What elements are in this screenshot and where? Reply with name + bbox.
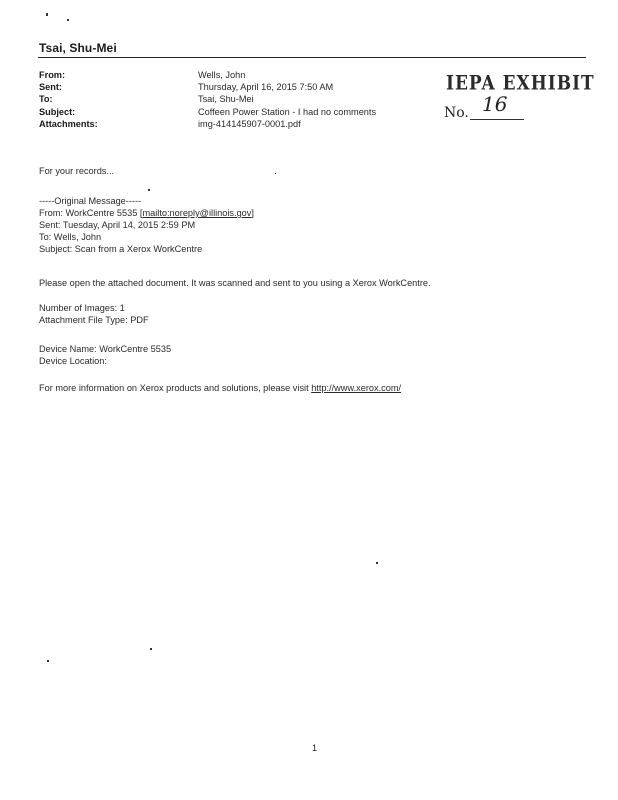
header-value: Coffeen Power Station - I had no comments <box>198 106 377 117</box>
more-info-line <box>39 382 579 394</box>
header-row-from <box>39 69 439 81</box>
scan-details <box>39 302 579 326</box>
scan-speck <box>148 189 150 191</box>
header-label: From: <box>39 70 66 80</box>
original-from-prefix: From: WorkCentre 5535 [ <box>39 208 143 219</box>
scan-speck <box>67 19 69 21</box>
header-label: To: <box>39 94 53 105</box>
header-row-attachments <box>39 118 439 130</box>
email-body <box>39 165 579 177</box>
header-row-to <box>39 93 439 105</box>
header-divider <box>38 57 586 58</box>
header-label: Subject: <box>39 106 76 117</box>
page-number: 1 <box>312 743 318 753</box>
device-details <box>39 343 579 367</box>
exhibit-title: IEPA EXHIBIT <box>446 72 595 95</box>
original-to-line: To: Wells, John <box>39 232 102 243</box>
scan-speck <box>46 13 48 16</box>
device-name: Device Name: WorkCentre 5535 <box>39 344 172 354</box>
scan-message <box>39 277 579 289</box>
original-from-email-link[interactable]: mailto:noreply@illinois.gov <box>142 208 252 219</box>
scan-speck <box>376 562 378 564</box>
attachment-file-type: Attachment File Type: PDF <box>39 315 149 326</box>
header-label: Sent: <box>39 82 62 93</box>
header-label: Attachments: <box>39 118 98 129</box>
original-sent-line: Sent: Tuesday, April 14, 2015 2:59 PM <box>39 220 196 231</box>
exhibit-number-line <box>470 119 524 120</box>
original-subject-line: Subject: Scan from a Xerox WorkCentre <box>39 244 203 255</box>
header-value: Thursday, April 16, 2015 7:50 AM <box>198 82 334 93</box>
scan-message-line: Please open the attached document. It was scanned and sent to you using a Xerox WorkCentre. <box>39 278 431 288</box>
original-message <box>39 195 579 255</box>
mailbox-owner-name: Tsai, Shu-Mei <box>39 41 117 55</box>
more-info <box>39 382 579 394</box>
header-row-subject <box>39 106 439 118</box>
scan-speck <box>150 648 152 650</box>
intro-line: For your records... <box>39 166 115 176</box>
exhibit-no-label: No. <box>444 105 469 121</box>
original-from-line <box>39 207 579 219</box>
attachment-filename: img-414145907-0001.pdf <box>198 118 301 129</box>
header-value: Wells, John <box>198 70 246 80</box>
exhibit-stamp <box>440 72 595 124</box>
header-row-sent <box>39 81 439 93</box>
original-message-marker: -----Original Message----- <box>39 196 142 206</box>
scan-speck <box>47 660 49 662</box>
xerox-website-link[interactable]: http://www.xerox.com/ <box>311 383 402 393</box>
header-value: Tsai, Shu-Mei <box>198 94 254 105</box>
exhibit-number: 16 <box>482 92 508 116</box>
number-of-images: Number of Images: 1 <box>39 303 125 313</box>
original-from-suffix: ] <box>251 208 254 219</box>
email-header <box>39 69 439 130</box>
more-info-prefix: For more information on Xerox products and solutions, please visit <box>39 383 312 393</box>
device-location: Device Location: <box>39 356 107 367</box>
